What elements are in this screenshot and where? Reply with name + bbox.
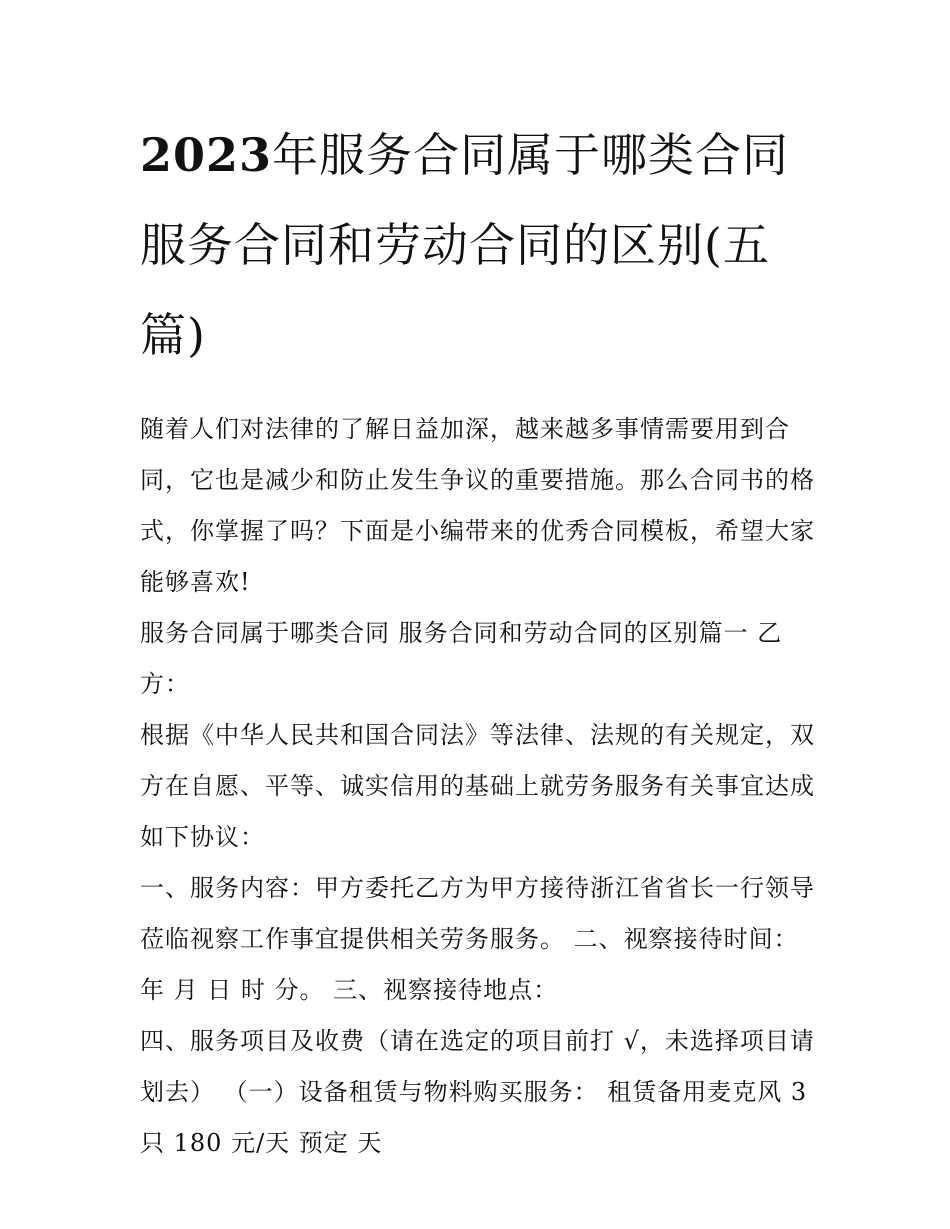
title-text: 年服务合同属于哪类合同 服务合同和劳动合同的区别(五篇) — [140, 128, 790, 362]
document-body — [140, 404, 820, 1169]
paragraph-section-heading: 服务合同属于哪类合同 服务合同和劳动合同的区别篇一 乙方： — [140, 619, 783, 698]
document-title — [140, 110, 820, 380]
paragraph-legal-basis: 根据《中华人民共和国合同法》等法律、法规的有关规定，双方在自愿、平等、诚实信用的基础上就劳务服务有关事宜达成如下协议： — [140, 721, 815, 851]
paragraph-intro: 随着人们对法律的了解日益加深，越来越多事情需要用到合同，它也是减少和防止发生争议的重要措施。那么合同书的格式，你掌握了吗？下面是小编带来的优秀合同模板，希望大家能够喜欢! — [140, 415, 815, 596]
title-year: 2023 — [140, 128, 273, 182]
paragraph-service-content: 一、服务内容：甲方委托乙方为甲方接待浙江省省长一行领导莅临视察工作事宜提供相关劳务服务。 二、视察接待时间：年 月 日 时 分。 三、视察接待地点： — [140, 874, 815, 1004]
paragraph-service-items: 四、服务项目及收费（请在选定的项目前打 √，未选择项目请划去） （一）设备租赁与物料购买服务： 租赁备用麦克风 3 只 180 元/天 预定 天 — [140, 1027, 815, 1157]
document-page — [140, 110, 820, 1169]
